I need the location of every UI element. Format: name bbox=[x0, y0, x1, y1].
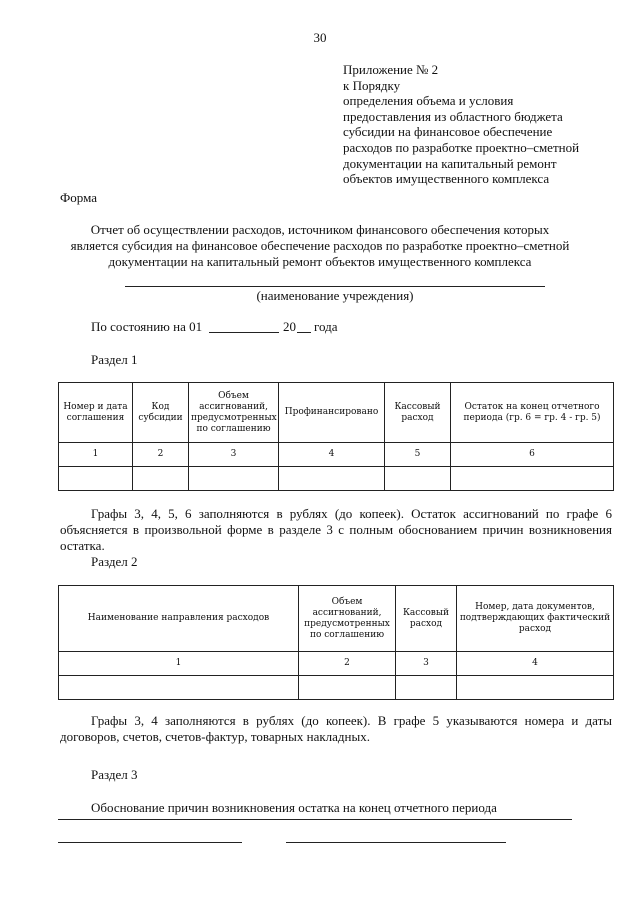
section1-number-cell: 4 bbox=[279, 443, 385, 467]
report-title bbox=[60, 222, 580, 270]
section2-data-cell[interactable] bbox=[299, 676, 396, 700]
section2-number-cell: 4 bbox=[457, 652, 614, 676]
section1-number-cell: 5 bbox=[385, 443, 451, 467]
section2-data-cell[interactable] bbox=[59, 676, 299, 700]
section2-header-cell: Наименование направления расходов bbox=[59, 586, 299, 652]
section3-short-line-left[interactable] bbox=[58, 842, 242, 843]
section2-data-cell[interactable] bbox=[396, 676, 457, 700]
appendix-header bbox=[343, 62, 623, 187]
section1-data-cell[interactable] bbox=[189, 467, 279, 491]
section2-header-row bbox=[59, 586, 614, 652]
as-of-suffix: года bbox=[314, 319, 338, 334]
section2-header-cell: Кассовый расход bbox=[396, 586, 457, 652]
appendix-line: Приложение № 2 bbox=[343, 62, 439, 77]
section1-number-cell: 1 bbox=[59, 443, 133, 467]
section1-number-cell: 6 bbox=[451, 443, 614, 467]
appendix-line: предоставления из областного бюджета bbox=[343, 108, 563, 124]
report-title-line: является субсидия на финансовое обеспечение расходов по разработке проектно–сметной bbox=[70, 238, 570, 253]
section1-header-cell: Номер и дата соглашения bbox=[59, 383, 133, 443]
section2-title: Раздел 2 bbox=[91, 554, 138, 569]
section1-data-row bbox=[59, 467, 614, 491]
section1-number-row bbox=[59, 443, 614, 467]
appendix-line: документации на капитальный ремонт bbox=[343, 155, 557, 171]
section1-data-cell[interactable] bbox=[133, 467, 189, 491]
section1-note: Графы 3, 4, 5, 6 заполняются в рублях (до копеек). Остаток ассигнований по графе 6 объясняется в произвольной форме в разделе 3 с полным обоснованием причин возникновения остатка. bbox=[60, 506, 612, 553]
section2-data-row bbox=[59, 676, 614, 700]
section3-line[interactable] bbox=[58, 819, 572, 820]
section1-title: Раздел 1 bbox=[91, 352, 138, 367]
section3-short-line-right[interactable] bbox=[286, 842, 506, 843]
section1-header-cell: Код субсидии bbox=[133, 383, 189, 443]
section2-header-cell: Номер, дата документов, подтверждающих фактический расход bbox=[457, 586, 614, 652]
appendix-line: объектов имущественного комплекса bbox=[343, 171, 550, 187]
section1-number-cell: 2 bbox=[133, 443, 189, 467]
form-label: Форма bbox=[60, 190, 97, 205]
appendix-line: к Порядку bbox=[343, 77, 401, 93]
section1-header-cell: Профинансировано bbox=[279, 383, 385, 443]
section1-header-cell: Объем ассигнований, предусмотренных по соглашению bbox=[189, 383, 279, 443]
appendix-line: определения объема и условия bbox=[343, 93, 514, 109]
appendix-line: расходов по разработке проектно–сметной bbox=[343, 139, 580, 155]
section2-number-cell: 3 bbox=[396, 652, 457, 676]
institution-caption: (наименование учреждения) bbox=[256, 288, 414, 303]
section1-table bbox=[58, 382, 614, 491]
section1-data-cell[interactable] bbox=[385, 467, 451, 491]
section1-header-row bbox=[59, 383, 614, 443]
section3-text: Обоснование причин возникновения остатка на конец отчетного периода bbox=[91, 800, 497, 815]
section2-data-cell[interactable] bbox=[457, 676, 614, 700]
as-of-year-prefix: 20 bbox=[283, 319, 296, 334]
section2-header-cell: Объем ассигнований, предусмотренных по соглашению bbox=[299, 586, 396, 652]
section1-number-cell: 3 bbox=[189, 443, 279, 467]
page-number: 30 bbox=[313, 30, 327, 45]
as-of-prefix: По состоянию на 01 bbox=[91, 319, 203, 334]
institution-name-line[interactable] bbox=[125, 286, 545, 287]
section1-data-cell[interactable] bbox=[59, 467, 133, 491]
appendix-line: субсидии на финансовое обеспечение bbox=[343, 124, 553, 140]
section3-title: Раздел 3 bbox=[91, 767, 138, 782]
report-title-line: документации на капитальный ремонт объектов имущественного комплекса bbox=[108, 254, 532, 269]
section2-number-cell: 2 bbox=[299, 652, 396, 676]
report-title-line: Отчет об осуществлении расходов, источником финансового обеспечения которых bbox=[90, 222, 550, 237]
section2-number-row bbox=[59, 652, 614, 676]
as-of-date-blank[interactable] bbox=[209, 332, 279, 333]
section1-header-cell: Кассовый расход bbox=[385, 383, 451, 443]
as-of-year-blank[interactable] bbox=[297, 332, 311, 333]
section1-header-cell: Остаток на конец отчетного периода (гр. 6 = гр. 4 - гр. 5) bbox=[451, 383, 614, 443]
section2-table bbox=[58, 585, 614, 700]
section2-number-cell: 1 bbox=[59, 652, 299, 676]
section2-note: Графы 3, 4 заполняются в рублях (до копеек). В графе 5 указываются номера и даты договоров, счетов, счетов-фактур, товарных накладных. bbox=[60, 713, 612, 744]
section1-data-cell[interactable] bbox=[451, 467, 614, 491]
section1-data-cell[interactable] bbox=[279, 467, 385, 491]
